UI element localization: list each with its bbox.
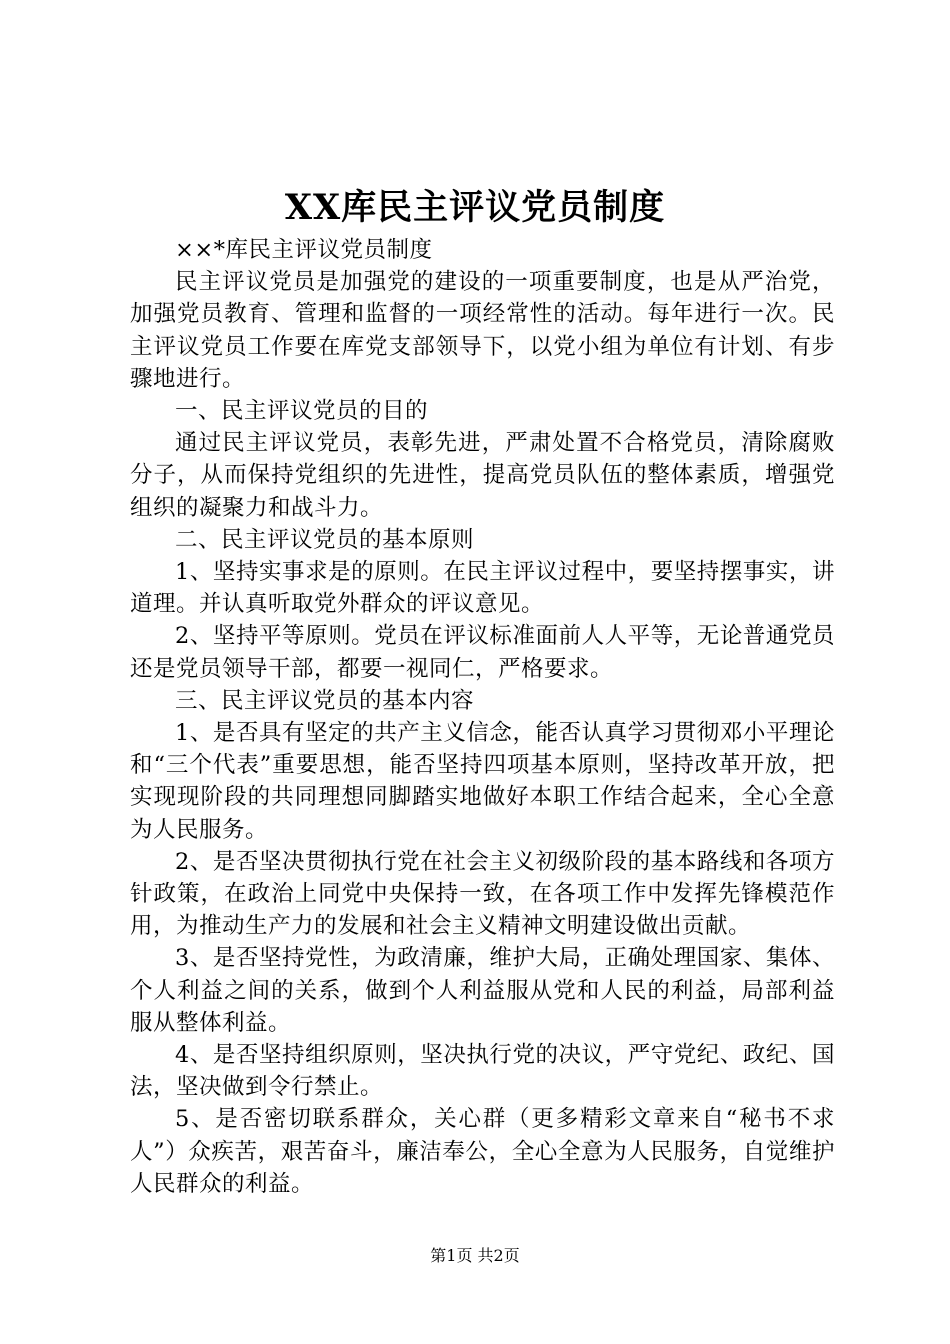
section-heading-purpose: 一、民主评议党员的目的: [175, 398, 429, 425]
paragraph-subtitle: ××*库民主评议党员制度: [175, 237, 433, 263]
section-heading-principles: 二、民主评议党员的基本原则: [175, 526, 475, 553]
paragraph-intro: 民主评议党员是加强党的建设的一项重要制度，也是从严治党，加强党员教育、管理和监督的一项经常性的活动。每年进行一次。民主评议党员工作要在库党支部领导下，以党小组为单位有计划、有步骤地进行。: [130, 269, 835, 392]
paragraph-content-3: 3、是否坚持党性，为政清廉，维护大局，正确处理国家、集体、个人利益之间的关系，做到个人利益服从党和人民的利益，局部利益服从整体利益。: [130, 945, 835, 1036]
paragraph-content-1: 1、是否具有坚定的共产主义信念，能否认真学习贯彻邓小平理论和“三个代表”重要思想，能否坚持四项基本原则，坚持改革开放，把实现现阶段的共同理想同脚踏实地做好本职工作结合起来，全心全意为人民服务。: [130, 720, 835, 843]
paragraph-content-2: 2、是否坚决贯彻执行党在社会主义初级阶段的基本路线和各项方针政策，在政治上同党中央保持一致，在各项工作中发挥先锋模范作用，为推动生产力的发展和社会主义精神文明建设做出贡献。: [130, 848, 835, 940]
page-number-footer: 第1页 共2页: [430, 1246, 520, 1265]
paragraph-content-4: 4、是否坚持组织原则，坚决执行党的决议，严守党纪、政纪、国法，坚决做到令行禁止。: [130, 1042, 835, 1101]
paragraph-principle-1: 1、坚持实事求是的原则。在民主评议过程中，要坚持摆事实，讲道理。并认真听取党外群众的评议意见。: [130, 559, 835, 618]
paragraph-purpose: 通过民主评议党员，表彰先进，严肃处置不合格党员，清除腐败分子，从而保持党组织的先进性，提高党员队伍的整体素质，增强党组织的凝聚力和战斗力。: [130, 430, 835, 521]
paragraph-content-5: 5、是否密切联系群众，关心群（更多精彩文章来自“秘书不求人”）众疾苦，艰苦奋斗，廉洁奉公，全心全意为人民服务，自觉维护人民群众的利益。: [130, 1106, 835, 1197]
paragraph-principle-2: 2、坚持平等原则。党员在评议标准面前人人平等，无论普通党员还是党员领导干部，都要一视同仁，严格要求。: [130, 623, 835, 682]
document-title: XX库民主评议党员制度: [284, 187, 666, 228]
document-body: [130, 234, 835, 1200]
section-heading-content: 三、民主评议党员的基本内容: [175, 687, 475, 714]
